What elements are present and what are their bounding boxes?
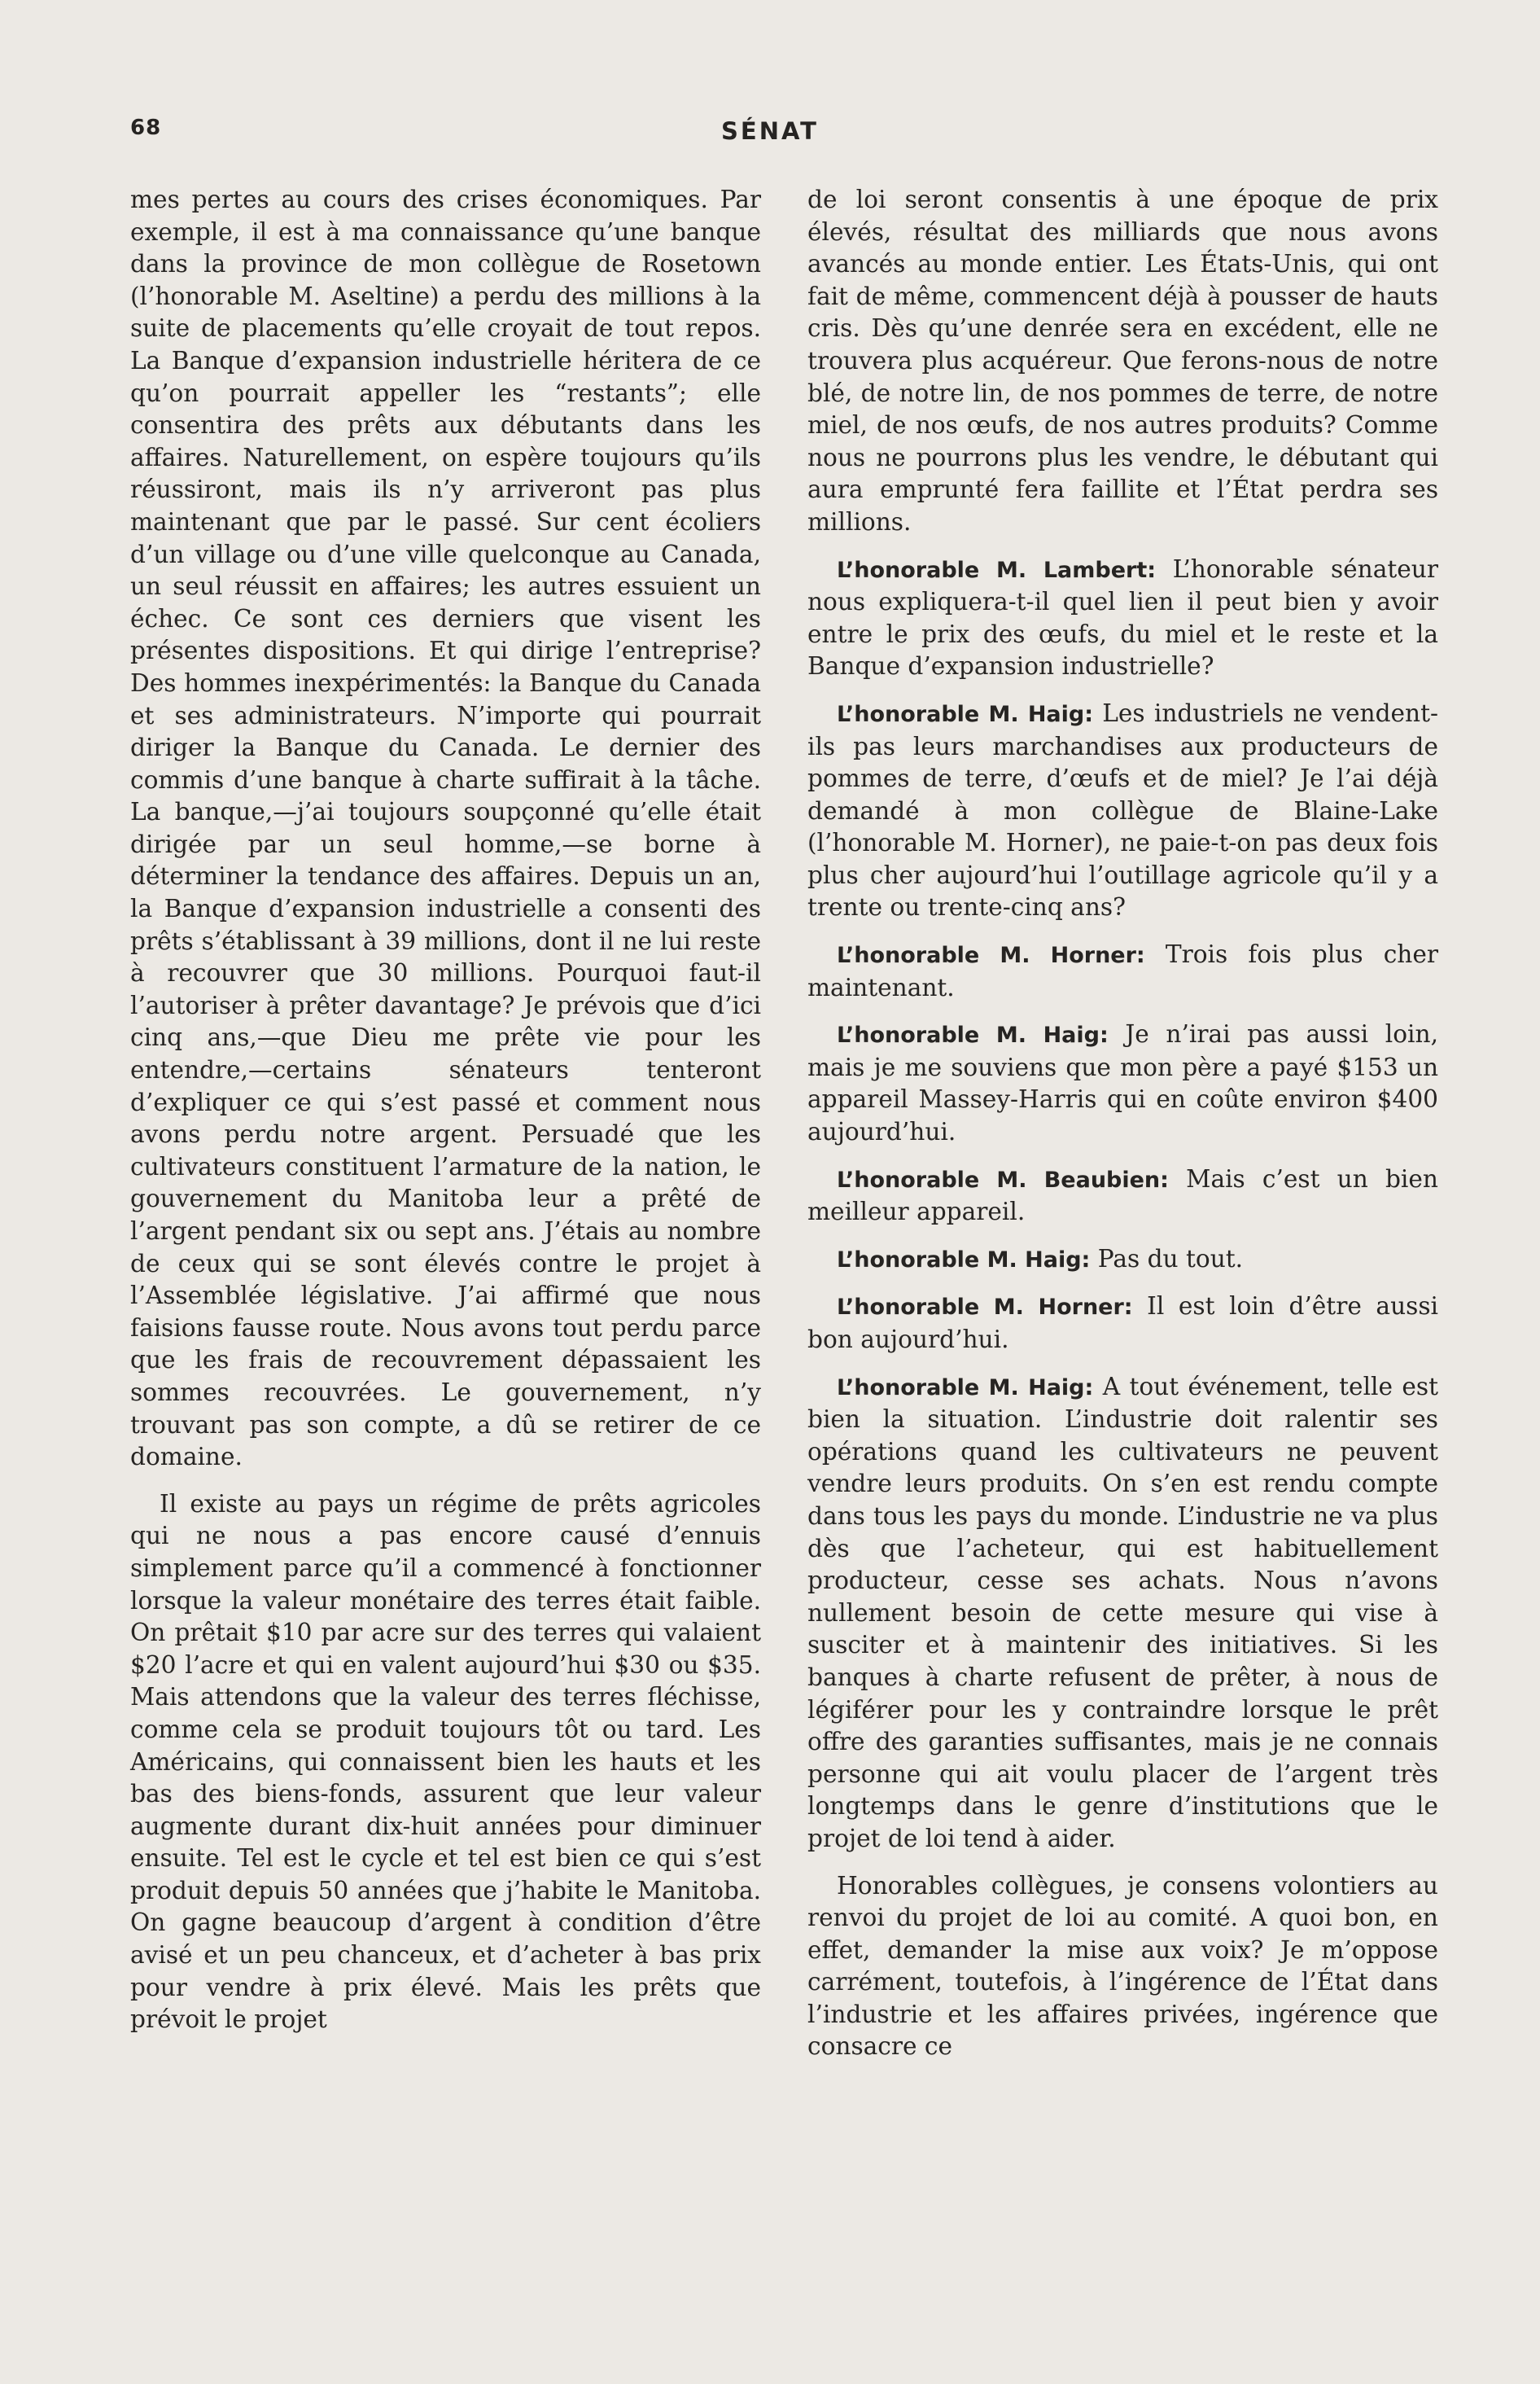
paragraph: mes pertes au cours des crises économiques. Par exemple, il est à ma connaissance qu’une banque dans la province de mon collègue de Rosetown (l’honorable M. Aseltine) a perdu des millions à la suite de placements qu’elle croyait de tout repos. La Banque d’expansion industrielle héritera de ce qu’on pourrait appeller les “restants”; elle consentira des prêts aux débutants dans les affaires. Naturellement, on espère toujours qu’ils réussiront, mais ils n’y arriveront pas plus maintenant que par le passé. Sur cent écoliers d’un village ou d’une ville quelconque au Canada, un seul réussit en affaires; les autres essuient un échec. Ce sont ces derniers que visent les présentes dispositions. Et qui dirige l’entreprise? Des hommes inexpérimentés: la Banque du Canada et ses administrateurs. N’importe qui pourrait diriger la Banque du Canada. Le dernier des commis d’une banque à charte suffirait à la tâche. La banque,—j’ai toujours soupçonné qu’elle était dirigée par un seul homme,—se borne à déterminer la tendance des affaires. Depuis un an, la Banque d’expansion industrielle a consenti des prêts s’établissant à 39 millions, dont il ne lui reste à recouvrer que 30 millions. Pourquoi faut-il l’autoriser à prêter davantage? Je prévois que d’ici cinq ans,—que Dieu me prête vie pour les entendre,—certains sénateurs tenteront d’expliquer ce qui s’est passé et comment nous avons perdu notre argent. Persuadé que les cultivateurs constituent l’armature de la nation, le gouvernement du Manitoba leur a prêté de l’argent pendant six ou sept ans. J’étais au nombre de ceux qui se sont élevés contre le projet à l’Assemblée législative. J’ai affirmé que nous faisions fausse route. Nous avons tout perdu parce que les frais de recouvrement dépassaient les sommes recouvrées. Le gouvernement, n’y trouvant pas son compte, a dû se retirer de ce domaine. (130, 186, 761, 1471)
left-column (130, 184, 761, 2051)
speech-text: A tout événement, telle est bien la situation. L’industrie doit ralentir ses opérations quand les cultivateurs ne peuvent vendre leurs produits. On s’en est rendu compte dans tous les pays du monde. L’industrie ne va plus dès que l’acheteur, qui est habituellement producteur, cesse ses achats. Nous n’avons nullement besoin de cette mesure qui vise à susciter et à maintenir des initiatives. Si les banques à charte refusent de prêter, à nous de légiférer pour les y contraindre lorsque le prêt offre des garanties suffisantes, mais je ne connais personne qui ait voulu placer de l’argent très longtemps dans le genre d’institutions que le projet de loi tend à aider. (807, 1372, 1438, 1852)
speaker-name: L’honorable M. Horner: (837, 1295, 1133, 1321)
speech-entry (807, 1164, 1438, 1229)
right-column (807, 184, 1438, 2078)
page-number: 68 (130, 116, 162, 140)
speech-text: Pas du tout. (1097, 1244, 1244, 1273)
paragraph: Il existe au pays un régime de prêts agricoles qui ne nous a pas encore causé d’ennuis simplement parce qu’il a commencé à fonctionner lorsque la valeur monétaire des terres était faible. On prêtait $10 par acre sur des terres qui valaient $20 l’acre et qui en valent aujourd’hui $30 ou $35. Mais attendons que la valeur des terres fléchisse, comme cela se produit toujours tôt ou tard. Les Américains, qui connaissent bien les hauts et les bas des biens-fonds, assurent que leur valeur augmente durant dix-huit années pour diminuer ensuite. Tel est le cycle et tel est bien ce qui s’est produit depuis 50 années que j’habite le Manitoba. On gagne beaucoup d’argent à condition d’être avisé et un peu chanceux, et d’acheter à bas prix pour vendre à prix élevé. Mais les prêts que prévoit le projet (130, 1489, 761, 2034)
speech-entry (807, 1291, 1438, 1356)
speech-entry (807, 1019, 1438, 1148)
speech-text: Il est loin d’être aussi bon aujourd’hui. (807, 1292, 1438, 1353)
speech-entry (807, 554, 1438, 683)
speaker-name: L’honorable M. Haig: (837, 1023, 1109, 1049)
speaker-name: L’honorable M. Beaubien: (837, 1167, 1169, 1193)
speaker-name: L’honorable M. Haig: (837, 701, 1094, 727)
speech-entry (807, 698, 1438, 924)
speaker-name: L’honorable M. Haig: (837, 1374, 1094, 1400)
paragraph: de loi seront consentis à une époque de prix élevés, résultat des milliards que nous avons avancés au monde entier. Les États-Unis, qui ont fait de même, commencent déjà à pousser de hauts cris. Dès qu’une denrée sera en excédent, elle ne trouvera plus acquéreur. Que ferons-nous de notre blé, de notre lin, de nos pommes de terre, de notre miel, de nos œufs, de nos autres produits? Comme nous ne pourrons plus les vendre, le débutant qui aura emprunté fera faillite et l’État perdra ses millions. (807, 186, 1438, 536)
page-header-title: SÉNAT (721, 117, 819, 145)
speech-text: Mais c’est un bien meilleur appareil. (807, 1164, 1438, 1226)
speech-entry (807, 939, 1438, 1004)
speech-entry (807, 1243, 1438, 1277)
speaker-name: L’honorable M. Lambert: (837, 557, 1157, 583)
speaker-name: L’honorable M. Haig: (837, 1247, 1091, 1273)
speech-text: L’honorable sénateur nous expliquera-t-il quel lien il peut bien y avoir entre le prix des œufs, du miel et le reste et la Banque d’expansion industrielle? (807, 554, 1438, 681)
speech-entry (807, 1371, 1438, 1856)
speech-text: Trois fois plus cher maintenant. (807, 940, 1438, 1001)
paragraph: Honorables collègues, je consens volontiers au renvoi du projet de loi au comité. A quoi bon, en effet, demander la mise aux voix? Je m’oppose carrément, toutefois, à l’ingérence de l’État dans l’industrie et les affaires privées, ingérence que consacre ce (807, 1871, 1438, 2061)
speaker-name: L’honorable M. Horner: (837, 943, 1145, 969)
speech-text: Les industriels ne vendent-ils pas leurs marchandises aux producteurs de pommes de terre, d’œufs et de miel? Je l’ai déjà demandé à mon collègue de Blaine-Lake (l’honorable M. Horner), ne paie-t-on pas deux fois plus cher aujourd’hui l’outillage agricole qu’il y a trente ou trente-cinq ans? (807, 699, 1438, 922)
speech-text: Je n’irai pas aussi loin, mais je me souviens que mon père a payé $153 un appareil Massey-Harris qui en coûte environ $400 aujourd’hui. (807, 1020, 1438, 1146)
